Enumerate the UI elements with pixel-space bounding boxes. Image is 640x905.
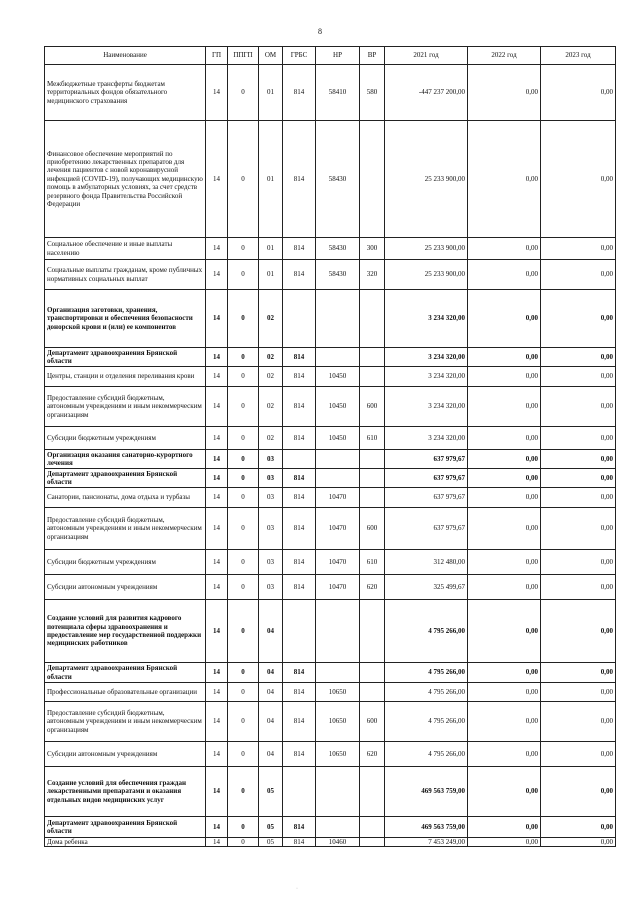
row-vr-cell: [360, 469, 385, 488]
row-2023-cell: 0,00: [541, 348, 616, 367]
table-row: [45, 65, 616, 121]
row-ppgp-cell: 0: [228, 817, 259, 838]
row-2022-cell: 0,00: [468, 469, 541, 488]
row-2023-cell: 0,00: [541, 550, 616, 575]
row-gp-cell: 14: [206, 575, 228, 600]
row-name-cell: Дома ребенка: [45, 838, 206, 847]
row-2022-cell: 0,00: [468, 367, 541, 387]
row-2021-cell: 637 979,67: [385, 450, 468, 469]
row-2021-cell: 637 979,67: [385, 508, 468, 550]
row-grbs-cell: 814: [283, 488, 316, 508]
row-nr-cell: [316, 290, 360, 348]
row-name-cell: Организация заготовки, хранения, транспортировки и обеспечения безопасности донорской крови и (или) ее компонентов: [45, 290, 206, 348]
row-name-cell: Субсидии бюджетным учреждениям: [45, 550, 206, 575]
row-name-cell: Департамент здравоохранения Брянской области: [45, 469, 206, 488]
row-2023-cell: 0,00: [541, 367, 616, 387]
row-2022-cell: 0,00: [468, 508, 541, 550]
row-2022-cell: 0,00: [468, 702, 541, 742]
row-om-cell: 04: [259, 683, 283, 702]
row-2021-cell: 3 234 320,00: [385, 367, 468, 387]
row-2021-cell: 3 234 320,00: [385, 387, 468, 427]
table-row: [45, 817, 616, 838]
row-ppgp-cell: 0: [228, 600, 259, 663]
row-om-cell: 04: [259, 600, 283, 663]
row-2022-cell: 0,00: [468, 550, 541, 575]
row-grbs-cell: [283, 600, 316, 663]
row-2021-cell: 4 795 266,00: [385, 742, 468, 767]
table-row: [45, 387, 616, 427]
row-vr-cell: [360, 817, 385, 838]
row-2023-cell: 0,00: [541, 290, 616, 348]
table-row: [45, 838, 616, 847]
row-gp-cell: 14: [206, 550, 228, 575]
row-nr-cell: 10470: [316, 575, 360, 600]
table-body: [45, 65, 616, 847]
row-grbs-cell: 814: [283, 838, 316, 847]
row-om-cell: 02: [259, 290, 283, 348]
row-grbs-cell: [283, 767, 316, 817]
row-2023-cell: 0,00: [541, 767, 616, 817]
row-name-cell: Финансовое обеспечение мероприятий по приобретению лекарственных препаратов для лечения пациентов с новой коронавирусной инфекцией (COVID-19), получающих медицинскую помощь в амбулаторных условиях, за счет средств резервного фонда Правительства Российской Федерации: [45, 121, 206, 238]
row-grbs-cell: [283, 450, 316, 469]
row-om-cell: 05: [259, 767, 283, 817]
row-2023-cell: 0,00: [541, 663, 616, 683]
row-2022-cell: 0,00: [468, 575, 541, 600]
row-vr-cell: 620: [360, 575, 385, 600]
row-om-cell: 01: [259, 65, 283, 121]
row-ppgp-cell: 0: [228, 663, 259, 683]
row-2023-cell: 0,00: [541, 238, 616, 260]
row-nr-cell: 10650: [316, 683, 360, 702]
row-2021-cell: 637 979,67: [385, 488, 468, 508]
row-2021-cell: 25 233 900,00: [385, 238, 468, 260]
column-header-nr: НР: [316, 47, 360, 65]
table-row: [45, 663, 616, 683]
table-row: [45, 683, 616, 702]
row-gp-cell: 14: [206, 508, 228, 550]
row-vr-cell: [360, 600, 385, 663]
row-2022-cell: 0,00: [468, 238, 541, 260]
row-2023-cell: 0,00: [541, 838, 616, 847]
row-nr-cell: 10470: [316, 508, 360, 550]
row-om-cell: 02: [259, 387, 283, 427]
row-vr-cell: 300: [360, 238, 385, 260]
row-vr-cell: [360, 348, 385, 367]
row-vr-cell: 600: [360, 387, 385, 427]
row-nr-cell: 10470: [316, 550, 360, 575]
row-gp-cell: 14: [206, 65, 228, 121]
row-ppgp-cell: 0: [228, 508, 259, 550]
row-ppgp-cell: 0: [228, 387, 259, 427]
row-name-cell: Предоставление субсидий бюджетным, автономным учреждениям и иным некоммерческим организациям: [45, 702, 206, 742]
row-2023-cell: 0,00: [541, 121, 616, 238]
row-2021-cell: 469 563 759,00: [385, 767, 468, 817]
row-2022-cell: 0,00: [468, 427, 541, 450]
row-2022-cell: 0,00: [468, 600, 541, 663]
row-grbs-cell: 814: [283, 387, 316, 427]
row-grbs-cell: 814: [283, 575, 316, 600]
row-2023-cell: 0,00: [541, 817, 616, 838]
row-nr-cell: 10470: [316, 488, 360, 508]
row-om-cell: 03: [259, 469, 283, 488]
row-2022-cell: 0,00: [468, 767, 541, 817]
row-name-cell: Предоставление субсидий бюджетным, автономным учреждениям и иным некоммерческим организациям: [45, 508, 206, 550]
row-om-cell: 01: [259, 121, 283, 238]
table-row: [45, 348, 616, 367]
row-grbs-cell: 814: [283, 121, 316, 238]
table-row: [45, 367, 616, 387]
table-row: [45, 488, 616, 508]
row-2021-cell: 7 453 249,00: [385, 838, 468, 847]
row-2023-cell: 0,00: [541, 260, 616, 290]
row-vr-cell: 610: [360, 427, 385, 450]
column-header-2023: 2023 год: [541, 47, 616, 65]
row-gp-cell: 14: [206, 121, 228, 238]
table-row: [45, 508, 616, 550]
row-vr-cell: [360, 367, 385, 387]
row-name-cell: Создание условий для развития кадрового потенциала сферы здравоохранения и предоставление мер государственной поддержки медицинских работников: [45, 600, 206, 663]
row-gp-cell: 14: [206, 767, 228, 817]
row-gp-cell: 14: [206, 488, 228, 508]
row-om-cell: 01: [259, 238, 283, 260]
row-ppgp-cell: 0: [228, 575, 259, 600]
row-nr-cell: [316, 767, 360, 817]
row-grbs-cell: 814: [283, 469, 316, 488]
row-gp-cell: 14: [206, 702, 228, 742]
row-nr-cell: 58410: [316, 65, 360, 121]
row-vr-cell: 320: [360, 260, 385, 290]
row-2021-cell: 4 795 266,00: [385, 663, 468, 683]
row-om-cell: 04: [259, 742, 283, 767]
row-2022-cell: 0,00: [468, 817, 541, 838]
row-om-cell: 03: [259, 488, 283, 508]
table-row: [45, 290, 616, 348]
row-ppgp-cell: 0: [228, 348, 259, 367]
row-vr-cell: [360, 838, 385, 847]
row-om-cell: 02: [259, 348, 283, 367]
row-2023-cell: 0,00: [541, 508, 616, 550]
row-grbs-cell: 814: [283, 683, 316, 702]
row-gp-cell: 14: [206, 450, 228, 469]
row-grbs-cell: 814: [283, 742, 316, 767]
row-nr-cell: 10450: [316, 367, 360, 387]
row-2021-cell: 325 499,67: [385, 575, 468, 600]
row-ppgp-cell: 0: [228, 121, 259, 238]
row-2022-cell: 0,00: [468, 387, 541, 427]
row-grbs-cell: 814: [283, 65, 316, 121]
row-2021-cell: 3 234 320,00: [385, 427, 468, 450]
row-name-cell: Социальные выплаты гражданам, кроме публичных нормативных социальных выплат: [45, 260, 206, 290]
row-om-cell: 01: [259, 260, 283, 290]
row-2023-cell: 0,00: [541, 469, 616, 488]
row-nr-cell: [316, 663, 360, 683]
row-grbs-cell: 814: [283, 427, 316, 450]
row-2023-cell: 0,00: [541, 702, 616, 742]
row-ppgp-cell: 0: [228, 767, 259, 817]
row-nr-cell: 58430: [316, 260, 360, 290]
row-om-cell: 04: [259, 702, 283, 742]
row-grbs-cell: 814: [283, 550, 316, 575]
row-gp-cell: 14: [206, 817, 228, 838]
row-ppgp-cell: 0: [228, 450, 259, 469]
row-gp-cell: 14: [206, 367, 228, 387]
column-header-om: ОМ: [259, 47, 283, 65]
row-grbs-cell: 814: [283, 817, 316, 838]
row-nr-cell: 10450: [316, 427, 360, 450]
row-om-cell: 05: [259, 838, 283, 847]
row-vr-cell: [360, 121, 385, 238]
row-name-cell: Центры, станции и отделения переливания крови: [45, 367, 206, 387]
row-2021-cell: 25 233 900,00: [385, 121, 468, 238]
row-grbs-cell: 814: [283, 260, 316, 290]
row-nr-cell: 58430: [316, 121, 360, 238]
row-2022-cell: 0,00: [468, 450, 541, 469]
row-grbs-cell: [283, 290, 316, 348]
row-grbs-cell: 814: [283, 663, 316, 683]
row-name-cell: Межбюджетные трансферты бюджетам территориальных фондов обязательного медицинского страхования: [45, 65, 206, 121]
row-vr-cell: [360, 488, 385, 508]
row-om-cell: 03: [259, 575, 283, 600]
row-name-cell: Санатории, пансионаты, дома отдыха и турбазы: [45, 488, 206, 508]
row-name-cell: Департамент здравоохранения Брянской области: [45, 348, 206, 367]
page-number: 8: [318, 27, 322, 36]
row-2021-cell: 4 795 266,00: [385, 600, 468, 663]
row-2022-cell: 0,00: [468, 663, 541, 683]
table-row: [45, 121, 616, 238]
budget-table: [44, 46, 616, 847]
column-header-2021: 2021 год: [385, 47, 468, 65]
table-row: [45, 575, 616, 600]
row-2023-cell: 0,00: [541, 742, 616, 767]
row-2022-cell: 0,00: [468, 290, 541, 348]
row-2021-cell: 3 234 320,00: [385, 290, 468, 348]
column-header-name: Наименование: [45, 47, 206, 65]
table-row: [45, 469, 616, 488]
row-ppgp-cell: 0: [228, 469, 259, 488]
column-header-grbs: ГРБС: [283, 47, 316, 65]
row-nr-cell: [316, 348, 360, 367]
row-ppgp-cell: 0: [228, 65, 259, 121]
row-name-cell: Департамент здравоохранения Брянской области: [45, 817, 206, 838]
row-gp-cell: 14: [206, 683, 228, 702]
row-vr-cell: 580: [360, 65, 385, 121]
row-ppgp-cell: 0: [228, 367, 259, 387]
row-2023-cell: 0,00: [541, 575, 616, 600]
row-vr-cell: 600: [360, 508, 385, 550]
row-nr-cell: [316, 600, 360, 663]
row-name-cell: Субсидии бюджетным учреждениям: [45, 427, 206, 450]
table-row: [45, 742, 616, 767]
row-gp-cell: 14: [206, 260, 228, 290]
table-row: [45, 427, 616, 450]
table-row: [45, 702, 616, 742]
table-row: [45, 600, 616, 663]
row-nr-cell: 10650: [316, 702, 360, 742]
row-2022-cell: 0,00: [468, 260, 541, 290]
row-2023-cell: 0,00: [541, 488, 616, 508]
row-om-cell: 03: [259, 450, 283, 469]
row-nr-cell: 10460: [316, 838, 360, 847]
row-ppgp-cell: 0: [228, 683, 259, 702]
row-2023-cell: 0,00: [541, 427, 616, 450]
row-gp-cell: 14: [206, 238, 228, 260]
row-2021-cell: 4 795 266,00: [385, 702, 468, 742]
row-2022-cell: 0,00: [468, 121, 541, 238]
row-2021-cell: 312 480,00: [385, 550, 468, 575]
row-om-cell: 02: [259, 367, 283, 387]
row-name-cell: Организация оказания санаторно-курортного лечения: [45, 450, 206, 469]
row-name-cell: Субсидии автономным учреждениям: [45, 742, 206, 767]
row-ppgp-cell: 0: [228, 260, 259, 290]
row-2023-cell: 0,00: [541, 450, 616, 469]
row-ppgp-cell: 0: [228, 427, 259, 450]
row-vr-cell: 620: [360, 742, 385, 767]
table-row: [45, 238, 616, 260]
table-row: [45, 260, 616, 290]
table-row: [45, 767, 616, 817]
row-nr-cell: 58430: [316, 238, 360, 260]
row-gp-cell: 14: [206, 600, 228, 663]
row-vr-cell: [360, 767, 385, 817]
row-2023-cell: 0,00: [541, 65, 616, 121]
row-ppgp-cell: 0: [228, 290, 259, 348]
row-nr-cell: [316, 469, 360, 488]
row-2021-cell: 4 795 266,00: [385, 683, 468, 702]
row-gp-cell: 14: [206, 469, 228, 488]
row-nr-cell: [316, 817, 360, 838]
column-header-gp: ГП: [206, 47, 228, 65]
table-row: [45, 550, 616, 575]
row-nr-cell: 10450: [316, 387, 360, 427]
row-vr-cell: [360, 450, 385, 469]
row-2022-cell: 0,00: [468, 683, 541, 702]
row-grbs-cell: 814: [283, 702, 316, 742]
row-2022-cell: 0,00: [468, 742, 541, 767]
column-header-2022: 2022 год: [468, 47, 541, 65]
row-gp-cell: 14: [206, 663, 228, 683]
row-2022-cell: 0,00: [468, 348, 541, 367]
column-header-vr: ВР: [360, 47, 385, 65]
row-grbs-cell: 814: [283, 348, 316, 367]
row-2022-cell: 0,00: [468, 65, 541, 121]
row-2022-cell: 0,00: [468, 838, 541, 847]
row-om-cell: 05: [259, 817, 283, 838]
row-gp-cell: 14: [206, 838, 228, 847]
row-ppgp-cell: 0: [228, 702, 259, 742]
row-gp-cell: 14: [206, 387, 228, 427]
row-ppgp-cell: 0: [228, 742, 259, 767]
row-om-cell: 03: [259, 550, 283, 575]
row-name-cell: Создание условий для обеспечения граждан лекарственными препаратами и оказания отдельных видов медицинских услуг: [45, 767, 206, 817]
row-name-cell: Предоставление субсидий бюджетным, автономным учреждениям и иным некоммерческим организациям: [45, 387, 206, 427]
row-vr-cell: [360, 290, 385, 348]
row-grbs-cell: 814: [283, 508, 316, 550]
row-gp-cell: 14: [206, 290, 228, 348]
row-gp-cell: 14: [206, 348, 228, 367]
row-name-cell: Социальное обеспечение и иные выплаты населению: [45, 238, 206, 260]
row-2023-cell: 0,00: [541, 683, 616, 702]
table-header-row: [45, 47, 616, 65]
row-gp-cell: 14: [206, 742, 228, 767]
row-om-cell: 02: [259, 427, 283, 450]
row-vr-cell: [360, 663, 385, 683]
row-2021-cell: -447 237 200,00: [385, 65, 468, 121]
scan-mark: ·: [296, 886, 298, 892]
row-ppgp-cell: 0: [228, 488, 259, 508]
row-om-cell: 03: [259, 508, 283, 550]
column-header-ppgp: ППГП: [228, 47, 259, 65]
row-om-cell: 04: [259, 663, 283, 683]
row-vr-cell: [360, 683, 385, 702]
row-ppgp-cell: 0: [228, 238, 259, 260]
table-row: [45, 450, 616, 469]
row-ppgp-cell: 0: [228, 838, 259, 847]
row-2021-cell: 637 979,67: [385, 469, 468, 488]
row-2023-cell: 0,00: [541, 387, 616, 427]
row-2022-cell: 0,00: [468, 488, 541, 508]
row-2021-cell: 25 233 900,00: [385, 260, 468, 290]
row-vr-cell: 600: [360, 702, 385, 742]
row-ppgp-cell: 0: [228, 550, 259, 575]
row-2023-cell: 0,00: [541, 600, 616, 663]
row-grbs-cell: 814: [283, 238, 316, 260]
row-nr-cell: 10650: [316, 742, 360, 767]
row-grbs-cell: 814: [283, 367, 316, 387]
row-name-cell: Департамент здравоохранения Брянской области: [45, 663, 206, 683]
row-vr-cell: 610: [360, 550, 385, 575]
row-gp-cell: 14: [206, 427, 228, 450]
row-name-cell: Субсидии автономным учреждениям: [45, 575, 206, 600]
row-nr-cell: [316, 450, 360, 469]
row-name-cell: Профессиональные образовательные организации: [45, 683, 206, 702]
row-2021-cell: 3 234 320,00: [385, 348, 468, 367]
row-2021-cell: 469 563 759,00: [385, 817, 468, 838]
